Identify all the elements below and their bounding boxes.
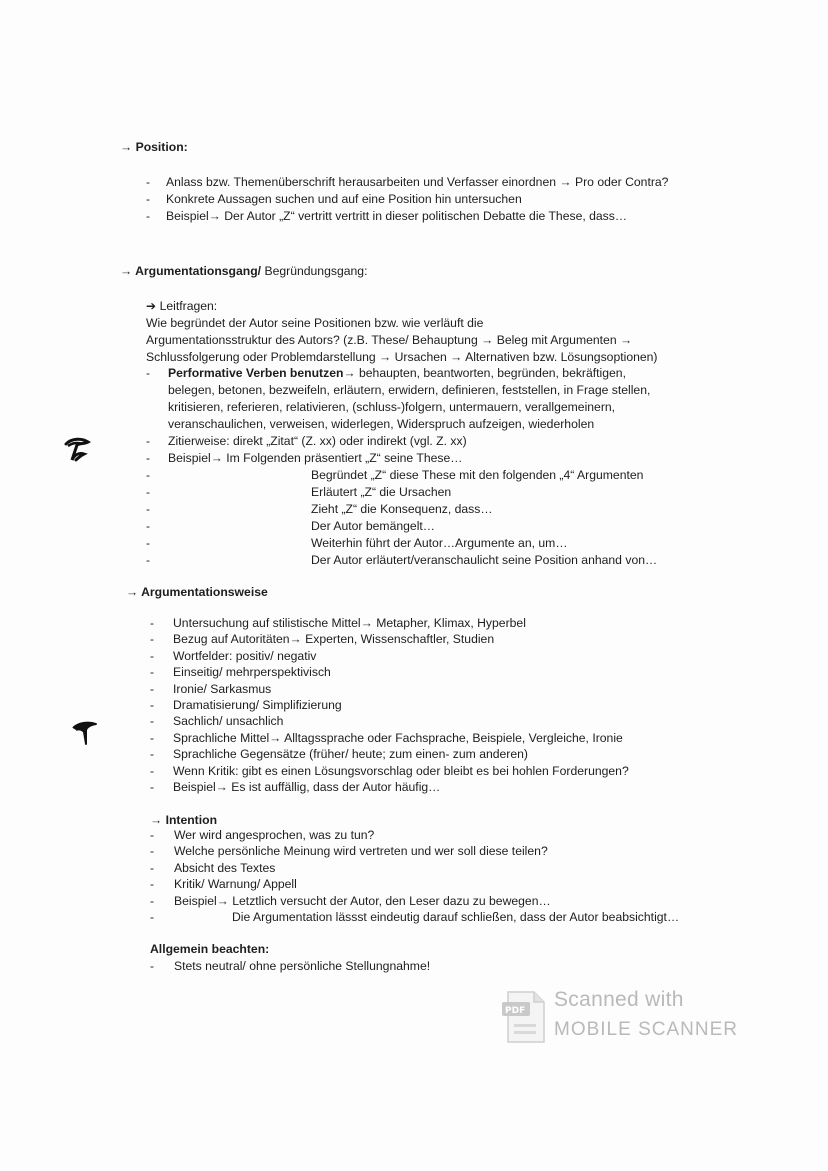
bullet-dash: - bbox=[150, 910, 154, 924]
bullet-dash: - bbox=[150, 959, 154, 973]
position-item-3: Beispiel→ Der Autor „Z“ vertritt vertritt in dieser politischen Debatte die These, dass… bbox=[166, 209, 628, 223]
heading-argumentationsgang bbox=[120, 263, 367, 279]
heading-position: → Position: bbox=[120, 140, 188, 154]
leitfragen-text-3: Schlussfolgerung oder Problemdarstellung → Ursachen → Alternativen bzw. Lösungsoptionen) bbox=[146, 350, 658, 364]
argumentationsweise-item-6: Dramatisierung/ Simplifizierung bbox=[173, 698, 342, 712]
heading-allgemein: Allgemein beachten: bbox=[150, 942, 270, 956]
bullet-dash: - bbox=[150, 893, 154, 908]
verben-text-2: belegen, betonen, bezweifeln, erläutern, erwidern, definieren, feststellen, in Frage stellen, bbox=[168, 383, 651, 397]
intention-item-4: Kritik/ Warnung/ Appell bbox=[174, 877, 297, 892]
verben-line-1 bbox=[168, 365, 626, 381]
scanner-watermark bbox=[500, 988, 740, 1048]
argumentationsweise-item-9: Sprachliche Gegensätze (früher/ heute; zum einen- zum anderen) bbox=[173, 747, 528, 762]
beispiel-line-3: Zieht „Z“ die Konsequenz, dass… bbox=[311, 502, 493, 516]
heading-intention: → Intention bbox=[150, 813, 218, 827]
bullet-dash: - bbox=[146, 468, 150, 482]
verben-text-3: kritisieren, referieren, relativieren, (schluss-)folgern, untermauern, verallgemeinern, bbox=[168, 400, 616, 414]
bullet-dash: - bbox=[146, 536, 150, 550]
argumentationsweise-item-11: Beispiel→ Es ist auffällig, dass der Autor häufig… bbox=[173, 780, 441, 794]
bullet-dash: - bbox=[150, 860, 154, 875]
argumentationsweise-item-4: Einseitig/ mehrperspektivisch bbox=[173, 665, 331, 680]
bullet-dash: - bbox=[150, 616, 154, 630]
bullet-dash: - bbox=[150, 698, 154, 712]
allgemein-item-1: Stets neutral/ ohne persönliche Stellungnahme! bbox=[174, 959, 431, 973]
bullet-dash: - bbox=[150, 714, 154, 729]
bullet-dash: - bbox=[146, 553, 150, 567]
bullet-dash: - bbox=[146, 502, 150, 516]
bullet-dash: - bbox=[150, 665, 154, 680]
argumentationsweise-item-5: Ironie/ Sarkasmus bbox=[173, 681, 272, 696]
zitierweise: Zitierweise: direkt „Zitat“ (Z. xx) oder indirekt (vgl. Z. xx) bbox=[168, 434, 467, 448]
leitfragen-text-2: Argumentationsstruktur des Autors? (z.B. These/ Behauptung → Beleg mit Argumenten → bbox=[146, 333, 633, 347]
intention-item-1: Wer wird angesprochen, was zu tun? bbox=[174, 828, 375, 842]
intention-item-5: Beispiel→ Letztlich versucht der Autor, den Leser dazu zu bewegen… bbox=[174, 893, 551, 908]
intention-item-3: Absicht des Textes bbox=[174, 860, 276, 875]
bullet-dash: - bbox=[150, 763, 154, 778]
margin-scribble-icon bbox=[62, 436, 92, 466]
beispiel-line-2: Erläutert „Z“ die Ursachen bbox=[311, 485, 452, 499]
bullet-dash: - bbox=[150, 730, 154, 745]
heading-argumentationsweise: → Argumentationsweise bbox=[126, 585, 268, 599]
beispiel-line-4: Der Autor bemängelt… bbox=[311, 519, 435, 533]
verben-text-4: veranschaulichen, verweisen, widerlegen, Widerspruch aufzeigen, wiederholen bbox=[168, 417, 595, 431]
bullet-dash: - bbox=[146, 192, 150, 206]
beispiel-gang: Beispiel→ Im Folgenden präsentiert „Z“ seine These… bbox=[168, 451, 463, 465]
intention-indented: Die Argumentation lässst eindeutig darauf schließen, dass der Autor beabsichtigt… bbox=[232, 910, 680, 924]
position-item-1: Anlass bzw. Themenüberschrift herausarbeiten und Verfasser einordnen → Pro oder Contra? bbox=[166, 175, 669, 189]
watermark-line-1: Scanned with bbox=[554, 988, 684, 1011]
bullet-dash: - bbox=[150, 877, 154, 892]
bullet-dash: - bbox=[150, 828, 154, 842]
argumentationsweise-item-10: Wenn Kritik: gibt es einen Lösungsvorschlag oder bleibt es bei hohlen Forderungen? bbox=[173, 763, 629, 778]
leitfragen-text-1: Wie begründet der Autor seine Positionen bzw. wie verläuft die bbox=[146, 316, 484, 330]
bullet-dash: - bbox=[146, 451, 150, 465]
bullet-dash: - bbox=[150, 681, 154, 696]
position-item-2: Konkrete Aussagen suchen und auf eine Position hin untersuchen bbox=[166, 192, 522, 206]
beispiel-line-5: Weiterhin führt der Autor…Argumente an, um… bbox=[311, 536, 568, 550]
heading-argumentationsgang-bold: → Argumentationsgang/ bbox=[120, 264, 262, 278]
bullet-dash: - bbox=[146, 519, 150, 533]
beispiel-line-1: Begründet „Z“ diese These mit den folgenden „4“ Argumenten bbox=[311, 468, 644, 482]
argumentationsweise-item-1: Untersuchung auf stilistische Mittel→ Metapher, Klimax, Hyperbel bbox=[173, 616, 526, 630]
verben-text-1: → behaupten, beantworten, begründen, bekräftigen, bbox=[343, 366, 626, 380]
bullet-dash: - bbox=[150, 780, 154, 794]
bullet-dash: - bbox=[146, 175, 150, 189]
argumentationsweise-item-2: Bezug auf Autoritäten→ Experten, Wissenschaftler, Studien bbox=[173, 632, 495, 647]
bullet-dash: - bbox=[150, 844, 154, 859]
pdf-label: PDF bbox=[505, 1006, 526, 1016]
watermark-line-2: MOBILE SCANNER bbox=[554, 1019, 738, 1040]
bullet-dash: - bbox=[146, 209, 150, 223]
bullet-dash: - bbox=[150, 747, 154, 762]
heading-argumentationsgang-rest: Begründungsgang: bbox=[261, 264, 368, 278]
argumentationsweise-item-8: Sprachliche Mittel→ Alltagssprache oder Fachsprache, Beispiele, Vergleiche, Ironie bbox=[173, 730, 623, 745]
intention-item-2: Welche persönliche Meinung wird vertreten und wer soll diese teilen? bbox=[174, 844, 548, 859]
argumentationsweise-item-7: Sachlich/ unsachlich bbox=[173, 714, 284, 729]
bullet-dash: - bbox=[146, 434, 150, 448]
bullet-dash: - bbox=[150, 632, 154, 647]
verben-bold: Performative Verben benutzen bbox=[168, 366, 344, 380]
margin-checkmark-icon bbox=[70, 718, 100, 748]
beispiel-line-6: Der Autor erläutert/veranschaulicht seine Position anhand von… bbox=[311, 553, 658, 567]
bullet-dash: - bbox=[146, 485, 150, 499]
bullet-dash: - bbox=[150, 648, 154, 663]
bullet-dash: - bbox=[146, 366, 150, 380]
argumentationsweise-item-3: Wortfelder: positiv/ negativ bbox=[173, 648, 317, 663]
leitfragen-label: ➔ Leitfragen: bbox=[146, 299, 218, 313]
pdf-document-icon bbox=[500, 990, 546, 1044]
